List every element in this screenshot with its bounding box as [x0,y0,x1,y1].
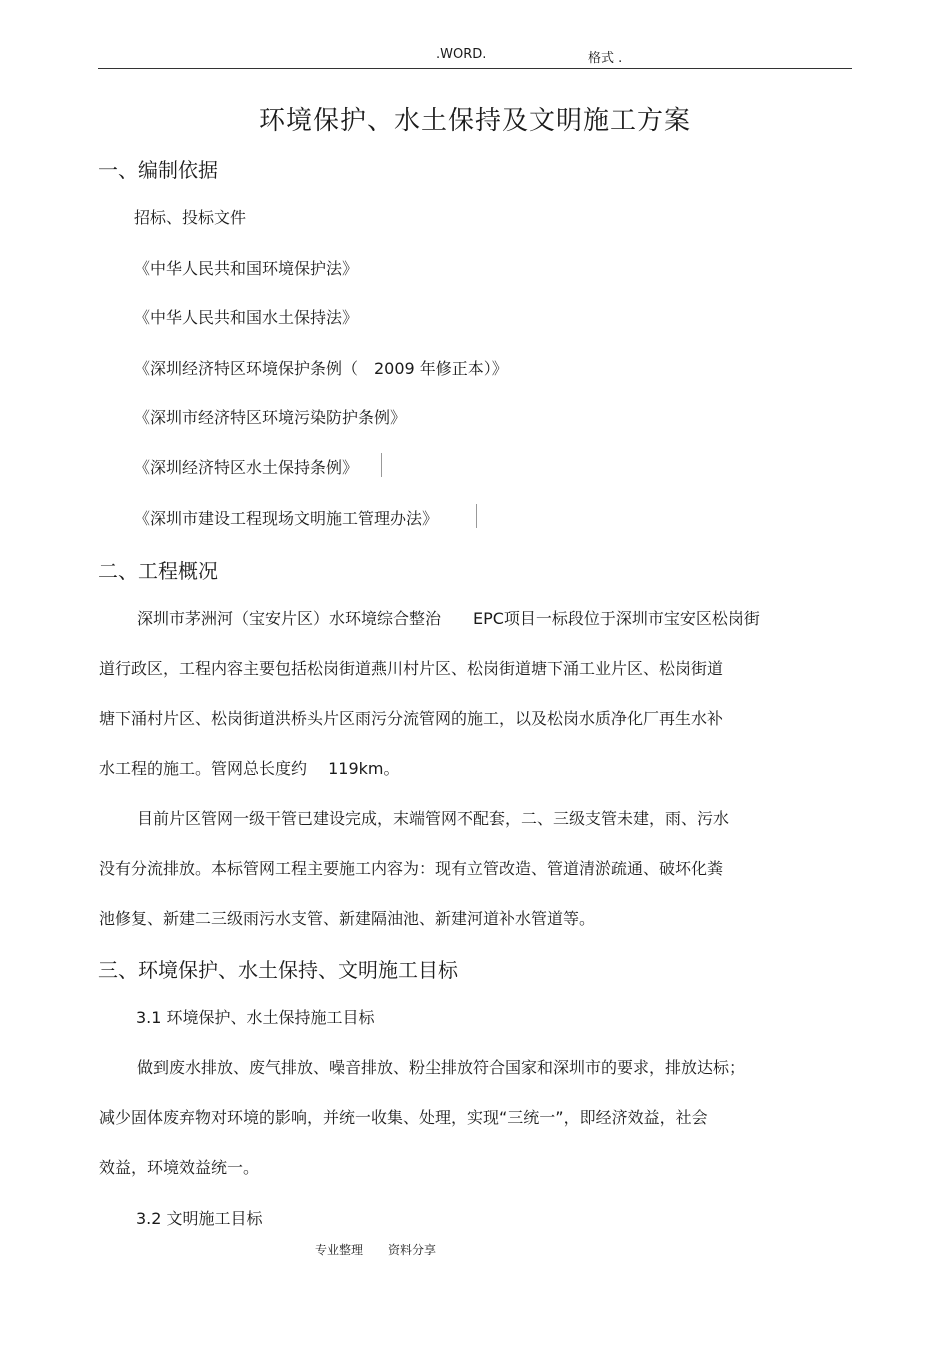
section-1-heading: 一、编制依据 [98,158,218,182]
overview-line: 水工程的施工。管网总长度约 119km。 [99,759,400,778]
edit-mark [381,453,382,477]
reference-item: 《深圳市建设工程现场文明施工管理办法》 [134,509,439,528]
subsection-3-2-heading: 3.2 文明施工目标 [136,1209,263,1228]
goal-line: 效益，环境效益统一。 [99,1158,260,1177]
section-2-heading: 二、工程概况 [98,559,218,583]
footer-left-label: 专业整理 [315,1243,364,1257]
header-word-label: .WORD. [436,47,487,62]
goal-line: 减少固体废弃物对环境的影响，并统一收集、处理，实现“三统一”，即经济效益，社会 [99,1108,708,1127]
overview-line: 深圳市茅洲河（宝安片区）水环境综合整治 EPC项目一标段位于深圳市宝安区松岗街 [137,609,760,628]
reference-item: 《深圳经济特区水土保持条例》 [134,458,359,477]
overview-line: 道行政区，工程内容主要包括松岗街道燕川村片区、松岗街道塘下涌工业片区、松岗街道 [99,659,724,678]
reference-item: 《深圳经济特区环境保护条例（ 2009 年修正本）》 [134,359,508,378]
goal-line: 做到废水排放、废气排放、噪音排放、粉尘排放符合国家和深圳市的要求，排放达标； [137,1058,746,1077]
header-format-label: 格式 . [588,51,623,66]
overview-line: 塘下涌村片区、松岗街道洪桥头片区雨污分流管网的施工，以及松岗水质净化厂再生水补 [99,709,724,728]
overview-line: 没有分流排放。本标管网工程主要施工内容为：现有立管改造、管道清淤疏通、破坏化粪 [99,859,724,878]
subsection-3-1-heading: 3.1 环境保护、水土保持施工目标 [136,1008,375,1027]
footer-right-label: 资料分享 [388,1243,437,1257]
overview-line: 池修复、新建二三级雨污水支管、新建隔油池、新建河道补水管道等。 [99,909,596,928]
reference-item: 招标、投标文件 [134,208,247,227]
overview-line: 目前片区管网一级干管已建设完成，末端管网不配套，二、三级支管未建，雨、污水 [137,809,730,828]
header-divider [98,68,852,69]
reference-item: 《中华人民共和国水土保持法》 [134,308,359,327]
edit-mark [476,504,477,528]
section-3-heading: 三、环境保护、水土保持、文明施工目标 [98,958,458,982]
reference-item: 《深圳市经济特区环境污染防护条例》 [134,408,407,427]
document-title: 环境保护、水土保持及文明施工方案 [258,106,691,136]
reference-item: 《中华人民共和国环境保护法》 [134,259,359,278]
